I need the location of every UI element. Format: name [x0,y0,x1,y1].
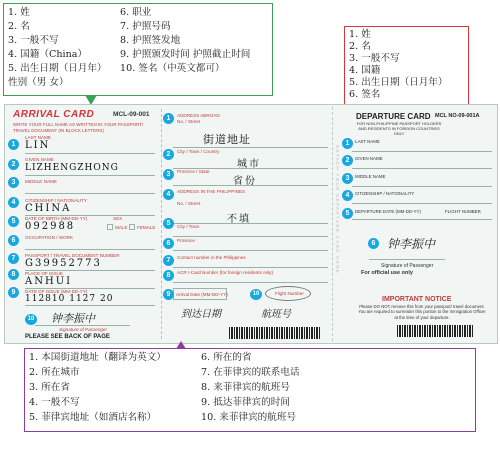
back-instr-1: 1. 本国街道地址（翻译为英文） [29,352,166,363]
sex-label: SEX [113,216,123,221]
marker-arrival-7: 7 [8,253,19,264]
street-label: No. / Street [177,119,201,124]
marker-arrival-5: 5 [8,216,19,227]
departure-instr-1: 1. 姓 [349,29,371,40]
departure-instr-2: 2. 名 [349,41,371,52]
arrival-instr-7: 7. 护照号码 [120,21,171,32]
back-instr-6: 6. 所在的省 [201,352,252,363]
ph-province-line [173,250,328,251]
province-value[interactable]: 省份 [233,176,257,187]
perforation-line [332,107,333,341]
arrival-instr-3: 3. 一般不写 [8,35,59,46]
issue-date-label: DATE OF ISSUE (MM-DD-YY) [25,289,88,294]
departure-instr-4: 4. 国籍 [349,65,381,76]
arrival-barcode [229,327,321,339]
marker-back-4: 4 [163,189,174,200]
arrival-instr-2: 2. 名 [8,21,30,32]
ph-street-label: No. / Street [177,201,201,206]
arrival-instr-9: 9. 护照颁发时间 护照截止时间 [120,49,251,60]
flight-number-value[interactable]: 航班号 [261,309,291,320]
street-value[interactable]: 街道地址 [203,133,251,146]
d-middle-name-label: MIDDLE NAME [355,174,386,179]
d-given-name-label: GIVEN NAME [355,156,383,161]
last-name-line [25,153,155,154]
official-use-label: For official use only [361,270,413,276]
departure-instr-6: 6. 签名 [349,89,381,100]
given-name-line [25,175,155,176]
marker-back-10: 10 [250,289,262,300]
marker-arrival-4: 4 [8,197,19,208]
departure-signature[interactable]: 钟李振中 [387,237,436,251]
passport-value[interactable]: G39952773 [25,258,102,269]
departure-card-code: MCL NO-09-001A [435,113,480,119]
male-label: MALE [115,225,128,230]
arrival-instr-8: 8. 护照签发地 [120,35,181,46]
arrival-card-title: ARRIVAL CARD [13,109,95,120]
d-flight-number-label: FLIGHT NUMBER [445,209,481,214]
arrival-date-label: Arrival Date (MM-DD-YY) [176,292,228,297]
back-instr-10: 10. 来菲律宾的航班号 [201,412,297,423]
city-country-label: City / Town / Country [177,149,220,154]
arrival-instr-1: 1. 姓 [8,7,30,18]
back-address-instructions-callout [24,348,476,432]
d-last-name-label: LAST NAME [355,139,380,144]
marker-back-3: 3 [163,169,174,180]
arrival-card-instructions: WRITE YOUR FULL NAME AS WRITTEN IN YOUR PASSPORT/ TRAVEL DOCUMENT (IN BLOCK LETTERS) [13,122,144,133]
see-back-notice: PLEASE SEE BACK OF PAGE [25,334,110,340]
departure-signature-caption: Signature of Passenger [381,263,434,269]
back-instr-5: 5. 菲律宾地址（如酒店名称） [29,412,157,423]
arrival-signature[interactable]: 钟李振中 [51,312,95,325]
street-line [173,147,328,148]
arrival-signature-caption: Signature of Passenger [59,327,108,332]
province-line [173,185,328,186]
male-checkbox[interactable] [107,224,113,230]
marker-departure-1: 1 [342,138,353,149]
marker-back-5: 5 [163,218,174,229]
d-last-name-line [352,151,492,152]
back-instr-8: 8. 来菲律宾的航班号 [201,382,290,393]
departure-instr-3: 3. 一般不写 [349,53,400,64]
marker-arrival-3: 3 [8,177,19,188]
marker-arrival-9: 9 [8,287,19,298]
ph-province-label: Province [177,238,195,243]
important-notice-title: IMPORTANT NOTICE [382,296,452,303]
acr-card-label: ACR I-Card Number (for foreign residents only) [177,270,273,275]
marker-departure-2: 2 [342,155,353,166]
arrival-date-value[interactable]: 到达日期 [181,309,221,320]
address-abroad-label: ADDRESS ABROAD [177,113,220,118]
marker-departure-6: 6 [368,238,379,249]
arrival-instr-sex: 性别（男 女） [8,77,69,88]
passport-label: PASSPORT / TRAVEL DOCUMENT NUMBER [25,253,120,258]
d-given-name-line [352,168,492,169]
ph-city-label: City / Town [177,224,200,229]
departure-signature-line [369,259,445,260]
arrival-signature-line [35,325,130,326]
province-state-label: Province / State [177,169,210,174]
back-instr-7: 7. 在菲律宾的联系电话 [201,367,300,378]
back-instr-9: 9. 抵达菲律宾的时间 [201,397,290,408]
arrival-card-instructions-callout [3,3,273,96]
marker-back-7: 7 [163,255,174,266]
middle-name-line [25,193,155,194]
issue-date-value[interactable]: 112810 1127 20 [25,294,114,304]
contact-number-label: Contact number in the Philippines [177,255,246,260]
marker-back-1: 1 [163,113,174,124]
departure-card-instructions-callout [344,26,469,105]
marker-arrival-1: 1 [8,139,19,150]
address-ph-label: ADDRESS IN THE PHILIPPINES [177,189,246,194]
back-instr-3: 3. 所在省 [29,382,70,393]
back-instr-2: 2. 所在城市 [29,367,80,378]
departure-instr-5: 5. 出生日期（日月年） [349,77,448,88]
ph-city-line [173,236,328,237]
contact-number-line [173,267,328,268]
departure-barcode [397,325,473,337]
arrival-card-code: MCL-09-001 [113,111,150,118]
detach-notice: DETACH YOUR DEPARTURE CARD HERE [335,145,340,274]
last-name-label: LAST NAME [25,135,51,140]
nationality-label: CITIZENSHIP / NATIONALITY [25,198,88,203]
marker-arrival-10: 10 [25,314,37,325]
arrival-instr-4: 4. 国籍（China） [8,49,88,60]
back-instr-4: 4. 一般不写 [29,397,80,408]
place-issue-value[interactable]: ANHUI [25,276,73,287]
city-value[interactable]: 城市 [237,159,261,170]
female-checkbox[interactable] [129,224,135,230]
departure-card-title: DEPARTURE CARD [356,112,431,121]
arrival-instr-10: 10. 签名（中英文都可） [120,63,225,74]
d-departure-date-label: DEPARTURE DATE (MM-DD-YY) [355,209,421,214]
marker-back-9: 9 [163,289,174,300]
nationality-value[interactable]: CHINA [25,203,72,214]
marker-back-6: 6 [163,238,174,249]
given-name-label: GIVEN NAME [25,157,54,162]
d-nationality-line [352,203,492,204]
given-name-value[interactable]: LIZHENGZHONG [25,163,119,173]
marker-arrival-6: 6 [8,235,19,246]
marker-departure-4: 4 [342,190,353,201]
immigration-card [4,104,498,344]
acr-card-line [173,282,328,283]
last-name-value[interactable]: LIN [25,140,51,151]
marker-arrival-8: 8 [8,269,19,280]
place-issue-label: PLACE OF ISSUE [25,271,63,276]
arrival-instr-5: 5. 出生日期（日月年） [8,63,107,74]
marker-back-2: 2 [163,149,174,160]
marker-departure-5: 5 [342,208,353,219]
marker-departure-3: 3 [342,173,353,184]
address-ph-value[interactable]: 不填 [227,214,251,225]
arrival-column-divider [161,109,162,339]
arrival-instr-6: 6. 职业 [120,7,152,18]
marker-back-8: 8 [163,270,174,281]
flight-number-label: Flight Number [275,291,304,296]
d-middle-name-line [352,186,492,187]
d-departure-line [352,219,492,220]
birth-date-value[interactable]: 092988 [25,221,76,232]
birth-date-label: DATE OF BIRTH (MM-DD-YY) [25,216,88,221]
departure-card-subtitle: FOR NON-PHILIPPINE PASSPORT HOLDERS AND RESIDENTS IN FOREIGN COUNTRIES ONLY [356,121,442,136]
female-label: FEMALE [137,225,156,230]
middle-name-label: MIDDLE NAME [25,179,57,184]
issue-date-line [25,305,155,306]
important-notice-text: Please DO NOT remove this from your passport/ travel document. You are required to surrender this portion to the Immigration Officer at the time of your departure. [358,304,486,320]
marker-arrival-2: 2 [8,159,19,170]
d-nationality-label: CITIZENSHIP / NATIONALITY [355,191,415,196]
occupation-label: OCCUPATION / WORK [25,235,74,240]
occupation-line [25,249,155,250]
